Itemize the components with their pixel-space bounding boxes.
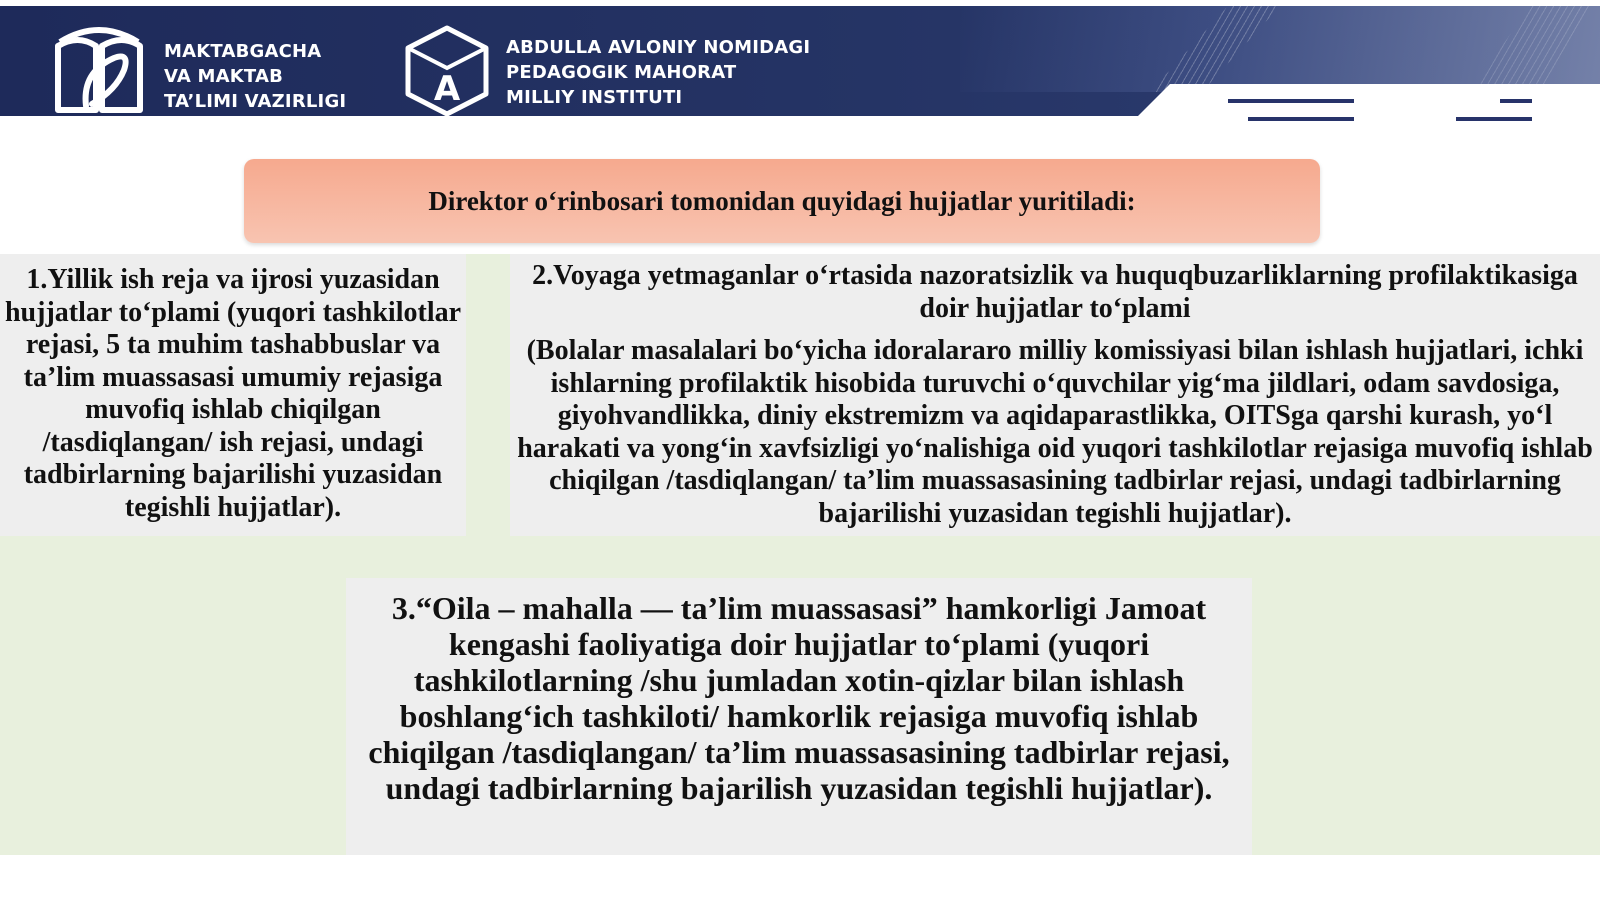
institute-logo-text: ABDULLA AVLONIY NOMIDAGI PEDAGOGIK MAHORAT MILLIY INSTITUTI bbox=[506, 36, 811, 108]
decorative-line bbox=[1500, 99, 1532, 103]
document-card-1 bbox=[0, 254, 466, 536]
ministry-logo-text: MAKTABGACHA VA MAKTAB TA’LIMI VAZIRLIGI bbox=[164, 40, 347, 112]
decorative-line bbox=[1248, 117, 1354, 121]
decorative-line bbox=[1456, 117, 1532, 121]
card-text: 1.Yillik ish reja va ijrosi yuzasidan hujjatlar to‘plami (yuqori tashkilotlar rejasi, 5 ta muhim tashabbuslar va ta’lim muassasasi umumiy rejasiga muvofiq ishlab chiqilgan /tasdiqlangan/ ish rejasi, undagi tadbirlarning bajarilishi yuzasidan tegishli hujjatlar). bbox=[4, 264, 462, 523]
card-text: (Bolalar masalalari bo‘yicha idoralararo milliy komissiyasi bilan ishlash hujjatlari, ichki ishlarning profilaktik hisobida turuvchi o‘quvchilar yig‘ma jildlari, odam savdosiga, giyohvandlikka, diniy ekstremizm va aqidaparastlikka, OITSga qarshi kurash, yo‘l harakati va yong‘in xavfsizligi yo‘nalishiga oid yuqori tashkilotlar rejasiga muvofiq ishlab chiqilgan /tasdiqlangan/ ta’lim muassasasining tadbirlar rejasi, undagi tadbirlarning bajarilishi yuzasidan tegishli hujjatlar). bbox=[517, 335, 1593, 529]
document-card-2 bbox=[510, 254, 1600, 536]
decorative-line bbox=[1228, 99, 1354, 103]
institute-logo bbox=[402, 24, 810, 116]
page-title: Direktor o‘rinbosari tomonidan quyidagi hujjatlar yuritiladi: bbox=[428, 185, 1136, 216]
document-card-3 bbox=[346, 578, 1252, 855]
institute-emblem-icon bbox=[402, 24, 492, 116]
ministry-logo bbox=[52, 24, 346, 116]
header-banner bbox=[0, 6, 1600, 116]
title-banner bbox=[244, 159, 1320, 243]
card-heading: 2.Voyaga yetmaganlar o‘rtasida nazoratsizlik va huquqbuzarliklarning profilaktikasiga doir hujjatlar to‘plami bbox=[532, 260, 1578, 324]
book-icon bbox=[52, 24, 146, 116]
institute-logo-mark: A bbox=[433, 69, 461, 109]
card-text: 3.“Oila – mahalla — ta’lim muassasasi” hamkorligi Jamoat kengashi faoliyatiga doir hujjatlar to‘plami (yuqori tashkilotlarning /shu jumladan xotin-qizlar bilan ishlash boshlang‘ich tashkiloti/ hamkorlik rejasiga muvofiq ishlab chiqilgan /tasdiqlangan/ ta’lim muassasasining tadbirlar rejasi, undagi tadbirlarning bajarilish yuzasidan tegishli hujjatlar). bbox=[368, 590, 1230, 806]
